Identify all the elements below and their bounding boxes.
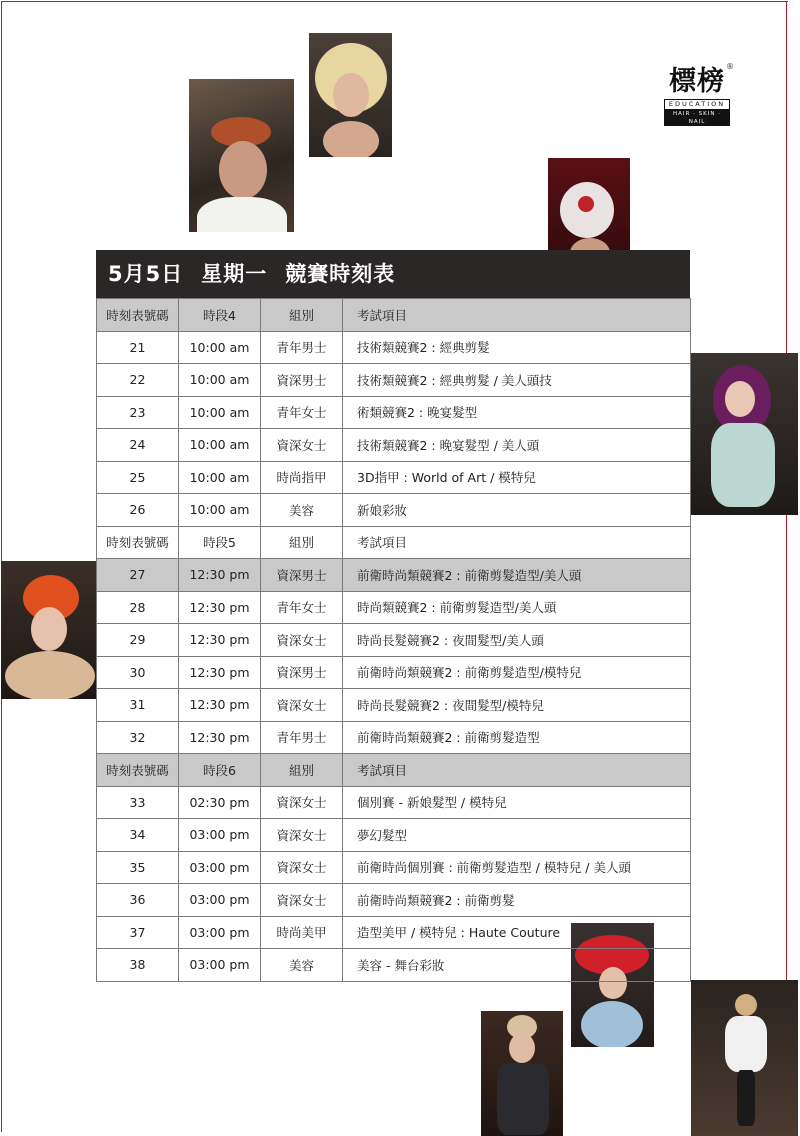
row-item: 新娘彩妝 <box>343 494 691 527</box>
row-item: 美容 - 舞台彩妝 <box>343 949 691 982</box>
row-group: 美容 <box>261 494 343 527</box>
header-slot: 時段4 <box>179 299 261 332</box>
table-row <box>97 884 691 917</box>
row-group: 資深女士 <box>261 884 343 917</box>
table-row <box>97 331 691 364</box>
row-group: 資深女士 <box>261 429 343 462</box>
session-header-row <box>97 754 691 787</box>
row-item: 前衛時尚類競賽2 : 前衛剪髮造型 <box>343 721 691 754</box>
schedule-date: 5月5日 <box>108 262 184 286</box>
table-row <box>97 591 691 624</box>
row-number: 28 <box>97 591 179 624</box>
header-item: 考試項目 <box>343 299 691 332</box>
header-code: 時刻表號碼 <box>97 754 179 787</box>
schedule-table-block <box>96 250 690 982</box>
table-row <box>97 949 691 982</box>
row-group: 資深女士 <box>261 689 343 722</box>
session-header-row <box>97 299 691 332</box>
row-number: 38 <box>97 949 179 982</box>
photo-model-dark-outfit <box>481 1011 563 1136</box>
header-code: 時刻表號碼 <box>97 526 179 559</box>
header-group: 組別 <box>261 754 343 787</box>
table-row <box>97 819 691 852</box>
session-header-row <box>97 526 691 559</box>
row-group: 資深男士 <box>261 364 343 397</box>
row-item: 前衛時尚個別賽 : 前衛剪髮造型 / 模特兒 / 美人頭 <box>343 851 691 884</box>
row-group: 時尚指甲 <box>261 461 343 494</box>
row-number: 24 <box>97 429 179 462</box>
row-time: 10:00 am <box>179 429 261 462</box>
page-border-right <box>786 1 787 1135</box>
header-code: 時刻表號碼 <box>97 299 179 332</box>
schedule-table <box>96 298 691 982</box>
row-number: 25 <box>97 461 179 494</box>
table-row <box>97 461 691 494</box>
row-time: 10:00 am <box>179 494 261 527</box>
row-number: 29 <box>97 624 179 657</box>
row-time: 12:30 pm <box>179 559 261 592</box>
row-item: 夢幻髮型 <box>343 819 691 852</box>
row-item: 時尚長髮競賽2 : 夜間髮型/美人頭 <box>343 624 691 657</box>
row-time: 12:30 pm <box>179 656 261 689</box>
header-item: 考試項目 <box>343 754 691 787</box>
row-time: 03:00 pm <box>179 916 261 949</box>
schedule-weekday: 星期一 <box>201 262 268 286</box>
row-group: 資深女士 <box>261 624 343 657</box>
logo-education: EDUCATION <box>664 99 730 110</box>
row-number: 22 <box>97 364 179 397</box>
row-group: 資深男士 <box>261 656 343 689</box>
row-number: 32 <box>97 721 179 754</box>
header-group: 組別 <box>261 526 343 559</box>
header-group: 組別 <box>261 299 343 332</box>
row-item: 時尚長髮競賽2 : 夜間髮型/模特兒 <box>343 689 691 722</box>
row-group: 青年男士 <box>261 721 343 754</box>
header-slot: 時段6 <box>179 754 261 787</box>
row-time: 10:00 am <box>179 331 261 364</box>
row-group: 青年女士 <box>261 396 343 429</box>
row-time: 03:00 pm <box>179 884 261 917</box>
row-time: 03:00 pm <box>179 819 261 852</box>
table-row <box>97 396 691 429</box>
row-time: 10:00 am <box>179 461 261 494</box>
row-group: 美容 <box>261 949 343 982</box>
table-row <box>97 656 691 689</box>
table-row <box>97 721 691 754</box>
row-number: 21 <box>97 331 179 364</box>
schedule-title: 競賽時刻表 <box>285 262 396 286</box>
row-item: 術類競賽2 : 晚宴髮型 <box>343 396 691 429</box>
row-item: 技術類競賽2 : 經典剪髮 / 美人頭技 <box>343 364 691 397</box>
row-group: 資深女士 <box>261 786 343 819</box>
table-row <box>97 364 691 397</box>
photo-male-pompadour <box>189 79 294 232</box>
row-number: 31 <box>97 689 179 722</box>
row-number: 23 <box>97 396 179 429</box>
row-group: 時尚美甲 <box>261 916 343 949</box>
row-item: 前衛時尚類競賽2 : 前衛剪髮 <box>343 884 691 917</box>
row-item: 前衛時尚類競賽2 : 前衛剪髮造型/模特兒 <box>343 656 691 689</box>
row-time: 03:00 pm <box>179 949 261 982</box>
row-group: 資深女士 <box>261 851 343 884</box>
row-number: 36 <box>97 884 179 917</box>
logo-title: 標榜 <box>669 66 725 97</box>
table-row <box>97 851 691 884</box>
row-group: 青年男士 <box>261 331 343 364</box>
row-group: 資深男士 <box>261 559 343 592</box>
row-time: 12:30 pm <box>179 591 261 624</box>
logo-registered-mark: ® <box>726 62 734 71</box>
photo-blonde-model <box>309 33 392 157</box>
table-row <box>97 786 691 819</box>
row-item: 造型美甲 / 模特兒 : Haute Couture <box>343 916 691 949</box>
row-item: 技術類競賽2 : 晚宴髮型 / 美人頭 <box>343 429 691 462</box>
row-group: 青年女士 <box>261 591 343 624</box>
table-row <box>97 429 691 462</box>
row-item: 技術類競賽2 : 經典剪髮 <box>343 331 691 364</box>
row-time: 02:30 pm <box>179 786 261 819</box>
photo-model-purple-hair <box>691 353 798 515</box>
row-item: 時尚類競賽2 : 前衛剪髮造型/美人頭 <box>343 591 691 624</box>
brand-logo <box>664 62 734 126</box>
table-row <box>97 916 691 949</box>
row-item: 個別賽 - 新娘髮型 / 模特兒 <box>343 786 691 819</box>
row-number: 34 <box>97 819 179 852</box>
row-group: 資深女士 <box>261 819 343 852</box>
row-time: 12:30 pm <box>179 624 261 657</box>
photo-model-flame-hair <box>1 561 97 699</box>
row-number: 33 <box>97 786 179 819</box>
row-item: 前衛時尚類競賽2 : 前衛剪髮造型/美人頭 <box>343 559 691 592</box>
row-number: 37 <box>97 916 179 949</box>
logo-subline: HAIR · SKIN · NAIL <box>664 110 730 126</box>
row-time: 12:30 pm <box>179 689 261 722</box>
header-slot: 時段5 <box>179 526 261 559</box>
row-number: 26 <box>97 494 179 527</box>
row-number: 30 <box>97 656 179 689</box>
table-row <box>97 689 691 722</box>
schedule-header <box>96 250 690 298</box>
table-row <box>97 559 691 592</box>
row-time: 10:00 am <box>179 364 261 397</box>
photo-model-runway <box>691 980 798 1136</box>
row-number: 35 <box>97 851 179 884</box>
header-item: 考試項目 <box>343 526 691 559</box>
row-item: 3D指甲 : World of Art / 模特兒 <box>343 461 691 494</box>
row-time: 03:00 pm <box>179 851 261 884</box>
table-row <box>97 624 691 657</box>
row-time: 10:00 am <box>179 396 261 429</box>
row-number: 27 <box>97 559 179 592</box>
table-row <box>97 494 691 527</box>
row-time: 12:30 pm <box>179 721 261 754</box>
